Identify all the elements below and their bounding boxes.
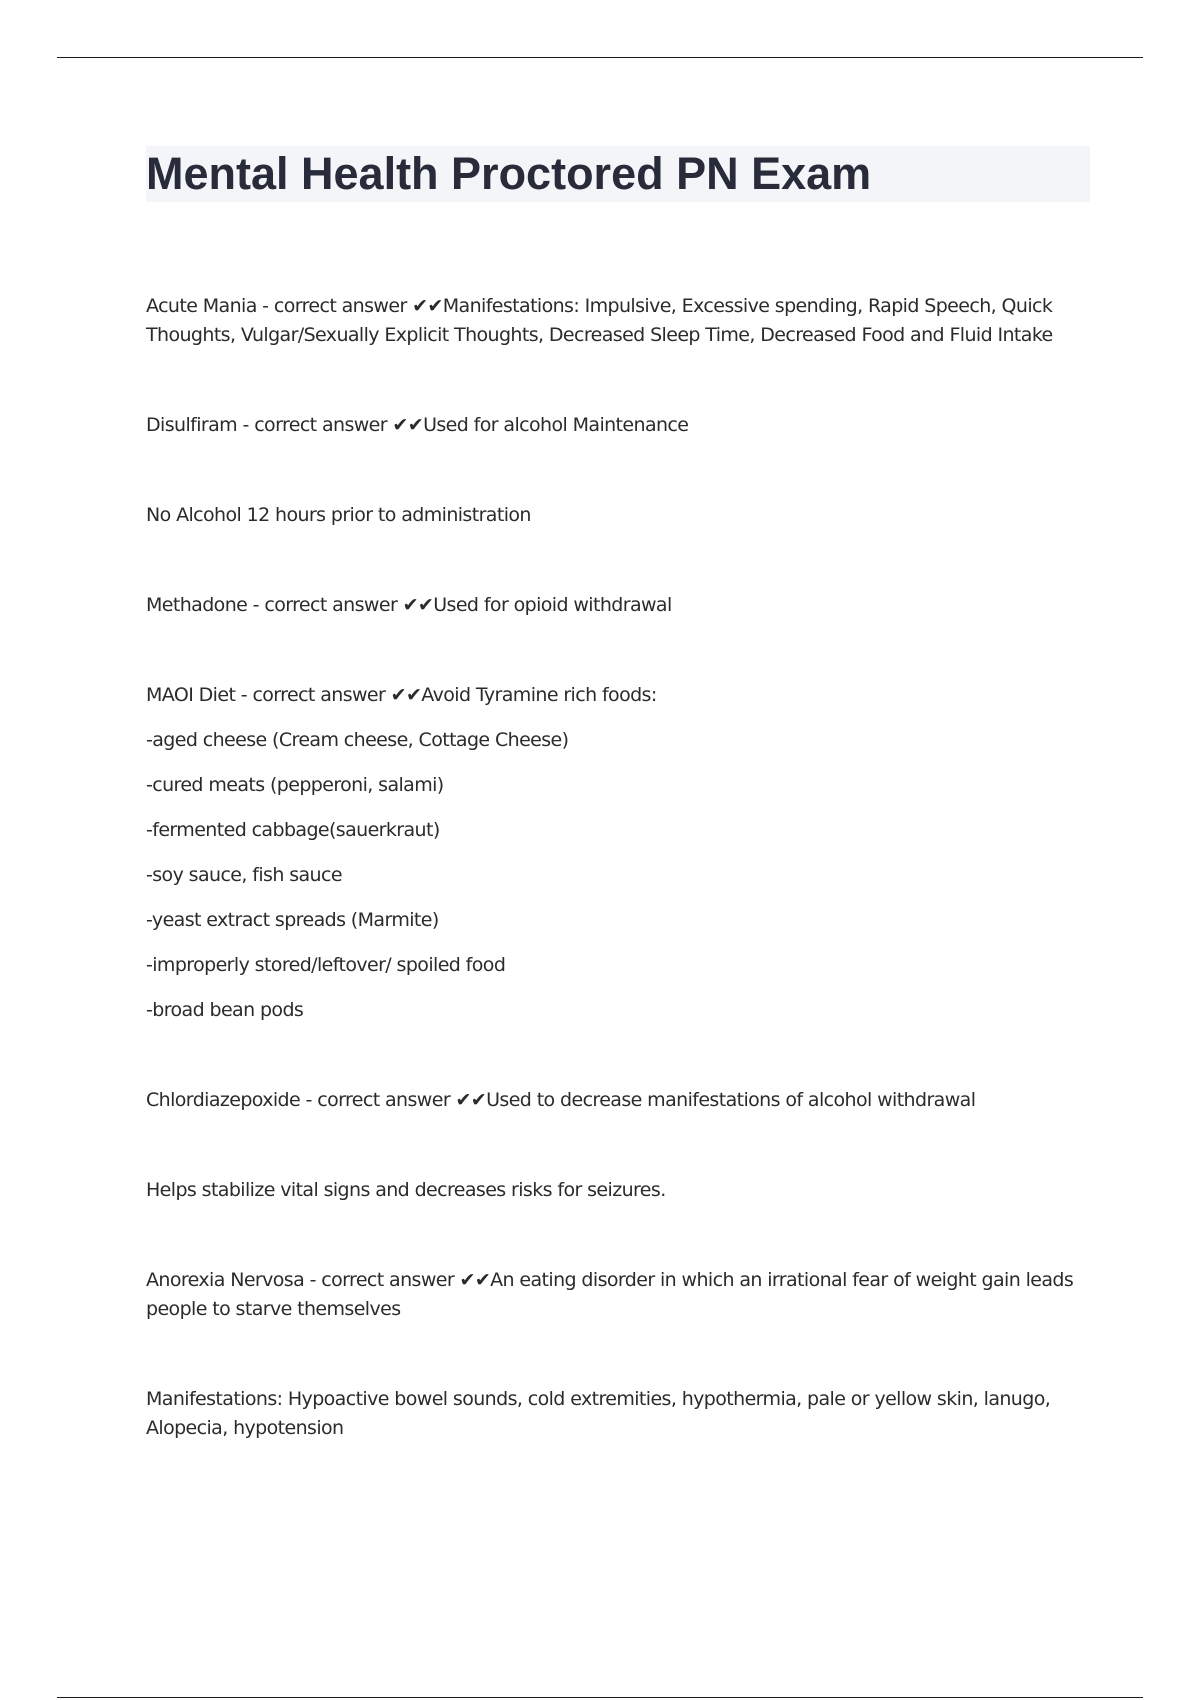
list-item: -aged cheese (Cream cheese, Cottage Cheese) <box>146 729 569 751</box>
entry-maoi-diet: MAOI Diet - correct answer ✔✔Avoid Tyramine rich foods: <box>146 684 657 706</box>
list-item: -fermented cabbage(sauerkraut) <box>146 819 440 841</box>
entry-chlordiazepoxide: Chlordiazepoxide - correct answer ✔✔Used to decrease manifestations of alcohol withdrawal <box>146 1089 976 1111</box>
entry-anorexia-nervosa: Anorexia Nervosa - correct answer ✔✔An eating disorder in which an irrational fear of weight gain leads people to starve themselves <box>146 1269 1074 1320</box>
entry-disulfiram: Disulfiram - correct answer ✔✔Used for alcohol Maintenance <box>146 414 689 436</box>
bottom-rule <box>57 1697 1143 1698</box>
entry-methadone: Methadone - correct answer ✔✔Used for opioid withdrawal <box>146 594 672 616</box>
list-item: -soy sauce, fish sauce <box>146 864 342 886</box>
entry-stabilize-note: Helps stabilize vital signs and decreases risks for seizures. <box>146 1179 666 1201</box>
entry-acute-mania: Acute Mania - correct answer ✔✔Manifestations: Impulsive, Excessive spending, Rapid Speech, Quick Thoughts, Vulgar/Sexually Explicit Thoughts, Decreased Sleep Time, Decreased Food and Fluid Intake <box>146 295 1053 346</box>
list-item: -yeast extract spreads (Marmite) <box>146 909 439 931</box>
page-title: Mental Health Proctored PN Exam <box>146 148 872 199</box>
top-rule <box>57 57 1143 58</box>
entry-anorexia-manifestations: Manifestations: Hypoactive bowel sounds, cold extremities, hypothermia, pale or yellow skin, lanugo, Alopecia, hypotension <box>146 1388 1051 1439</box>
document-body <box>146 146 1090 1443</box>
list-item: -broad bean pods <box>146 999 304 1021</box>
list-item: -cured meats (pepperoni, salami) <box>146 774 444 796</box>
maoi-food-list <box>146 726 1090 1025</box>
entry-no-alcohol-note: No Alcohol 12 hours prior to administration <box>146 504 531 526</box>
list-item: -improperly stored/leftover/ spoiled food <box>146 954 506 976</box>
entries <box>146 292 1090 1443</box>
title-banner <box>146 146 1090 202</box>
